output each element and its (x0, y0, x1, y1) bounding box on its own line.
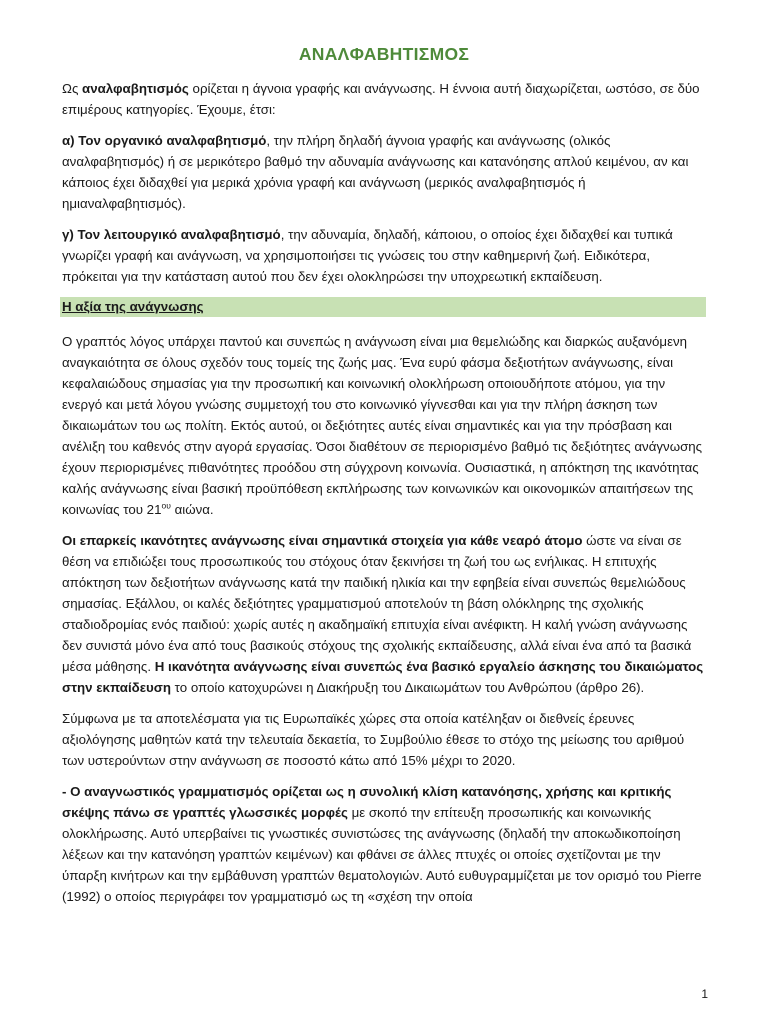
section-heading: Η αξία της ανάγνωσης (62, 299, 204, 314)
paragraph-european-results (62, 708, 706, 771)
document-page (62, 40, 706, 917)
bold-term: Η ικανότητα ανάγνωσης είναι συνεπώς ένα βασικό εργαλείο άσκησης του δικαιώματος στην εκπαίδευση (62, 659, 704, 695)
paragraph-reading-literacy (62, 781, 706, 907)
text-run: , την πλήρη δηλαδή άγνοια γραφής και ανάγνωσης (ολικός αναλφαβητισμός) ή σε μερικότερο βαθμό την αδυναμία ανάγνωσης και κατανόησης απλού κειμένου, αν και κάποιος έχει διδαχθεί για μερικά χρόνια γραφή και ανάγνωση (μερικός αναλφαβητισμός ή ημιαναλφαβητισμός). (62, 133, 689, 211)
text-run: Σύμφωνα με τα αποτελέσματα για τις Ευρωπαϊκές χώρες στα οποία κατέληξαν οι διεθνείς έρευνες αξιολόγησης μαθητών κατά την τελευταία δεκαετία, το Συμβούλιο έθεσε το στόχο της μείωσης του αριθμού των υστερούντων στην ανάγνωση σε ποσοστό κάτω από 15% μέχρι το 2020. (62, 711, 685, 768)
bold-term: αναλφαβητισμός (82, 81, 189, 96)
bold-term: α) Τον οργανικό αναλφαβητισμό (62, 133, 267, 148)
paragraph-organic-illiteracy (62, 130, 706, 214)
text-run: Ο γραπτός λόγος υπάρχει παντού και συνεπώς η ανάγνωση είναι μια θεμελιώδης και διαρκώς αυξανόμενη αναγκαιότητα σε όλους σχεδόν τους τομείς της ζωής μας. Ένα ευρύ φάσμα δεξιοτήτων ανάγνωσης, είναι κεφαλαιώδους σημασίας για την προσωπική και κοινωνική ολοκλήρωση οποιουδήποτε ατόμου, για την ενεργό και μετά λόγου γνώσης συμμετοχή του στο κοινωνικό γίγνεσθαι και για την πλήρη άσκηση των δικαιωμάτων του ως πολίτη. Εκτός αυτού, οι δεξιότητες αυτές είναι σημαντικές και για την πρόσβαση και ανέλιξη του καθενός στην αγορά εργασίας. Όσοι διαθέτουν σε περιορισμένο βαθμό τις δεξιότητες ανάγνωσης έχουν περιορισμένες πιθανότητες προόδου στη σύγχρονη κοινωνία. Ουσιαστικά, η απόκτηση της ικανότητας καλής ανάγνωσης είναι βασική προϋπόθεση εκπλήρωσης των κοινωνικών και οικονομικών απαιτήσεων της κοινωνίας του 21 (62, 334, 703, 517)
text-run: ορίζεται η άγνοια γραφής και ανάγνωσης. Η έννοια αυτή διαχωρίζεται, ωστόσο, σε δύο επιμέρους κατηγορίες. Έχουμε, έτσι: (62, 81, 700, 117)
paragraph-reading-skills (62, 530, 706, 698)
text-run: με σκοπό την επίτευξη προσωπικής και κοινωνικής ολοκλήρωσης. Αυτό υπερβαίνει τις γνωστικές συνιστώσες της ανάγνωσης (δηλαδή την αποκωδικοποίηση λέξεων και την κατανόηση γραπτών κειμένων) και φθάνει σε άλλες πτυχές οι οποίες σχετίζονται με την ύπαρξη κινήτρων και την εμβάθυνση γραπτών θεματολογιών. Αυτό ευθυγραμμίζεται με τον ορισμό του Pierre (1992) ο οποίος περιγράφει τον γραμματισμό ως τη «σχέση την οποία (62, 805, 702, 904)
superscript: ου (161, 500, 171, 511)
bold-term: - Ο αναγνωστικός γραμματισμός ορίζεται ως η συνολική κλίση κατανόησης, χρήσης και κριτικής σκέψης πάνω σε γραπτές γλωσσικές μορφές (62, 784, 672, 820)
bold-term: γ) Τον λειτουργικό αναλφαβητισμό (62, 227, 281, 242)
section-heading-bar (60, 297, 706, 317)
bold-term: Οι επαρκείς ικανότητες ανάγνωσης είναι σημαντικά στοιχεία για κάθε νεαρό άτομο (62, 533, 583, 548)
page-number: 1 (701, 987, 708, 1001)
text-run: Ως (62, 81, 83, 96)
text-run: ώστε να είναι σε θέση να επιδιώξει τους προσωπικούς του στόχους όταν ξεκινήσει τη ζωή του ως ενήλικας. Η επιτυχής απόκτηση των δεξιοτήτων ανάγνωσης κατά την παιδική ηλικία και την εφηβεία είναι συνεπώς θεμελιώδους σημασίας. Εξάλλου, οι καλές δεξιότητες γραμματισμού αποτελούν τη βάση ολόκληρης της σχολικής σταδιοδρομίας ενός παιδιού: χωρίς αυτές η ακαδημαϊκή επιτυχία είναι ανέφικτη. Η καλή γνώση ανάγνωσης δεν συνιστά μόνο ένα από τους βασικούς στόχους της σχολικής εκπαίδευσης, αλλά είναι ένα από τα βασικά μέσα μάθησης. (62, 533, 692, 674)
paragraph-functional-illiteracy (62, 224, 706, 287)
text-run: , την αδυναμία, δηλαδή, κάποιου, ο οποίος έχει διδαχθεί και τυπικά γνωρίζει γραφή και ανάγνωση, να χρησιμοποιήσει τις γνώσεις του στην καθημερινή ζωή. Ειδικότερα, πρόκειται για την κατάσταση αυτού που δεν έχει ολοκληρώσει την υποχρεωτική εκπαίδευση. (62, 227, 673, 284)
paragraph-reading-value (62, 331, 706, 520)
text-run: αιώνα. (170, 502, 214, 517)
text-run: το οποίο κατοχυρώνει η Διακήρυξη του Δικαιωμάτων του Ανθρώπου (άρθρο 26). (170, 680, 645, 695)
paragraph-intro (62, 78, 706, 120)
document-title: ΑΝΑΛΦΑΒΗΤΙΣΜΟΣ (298, 44, 470, 64)
